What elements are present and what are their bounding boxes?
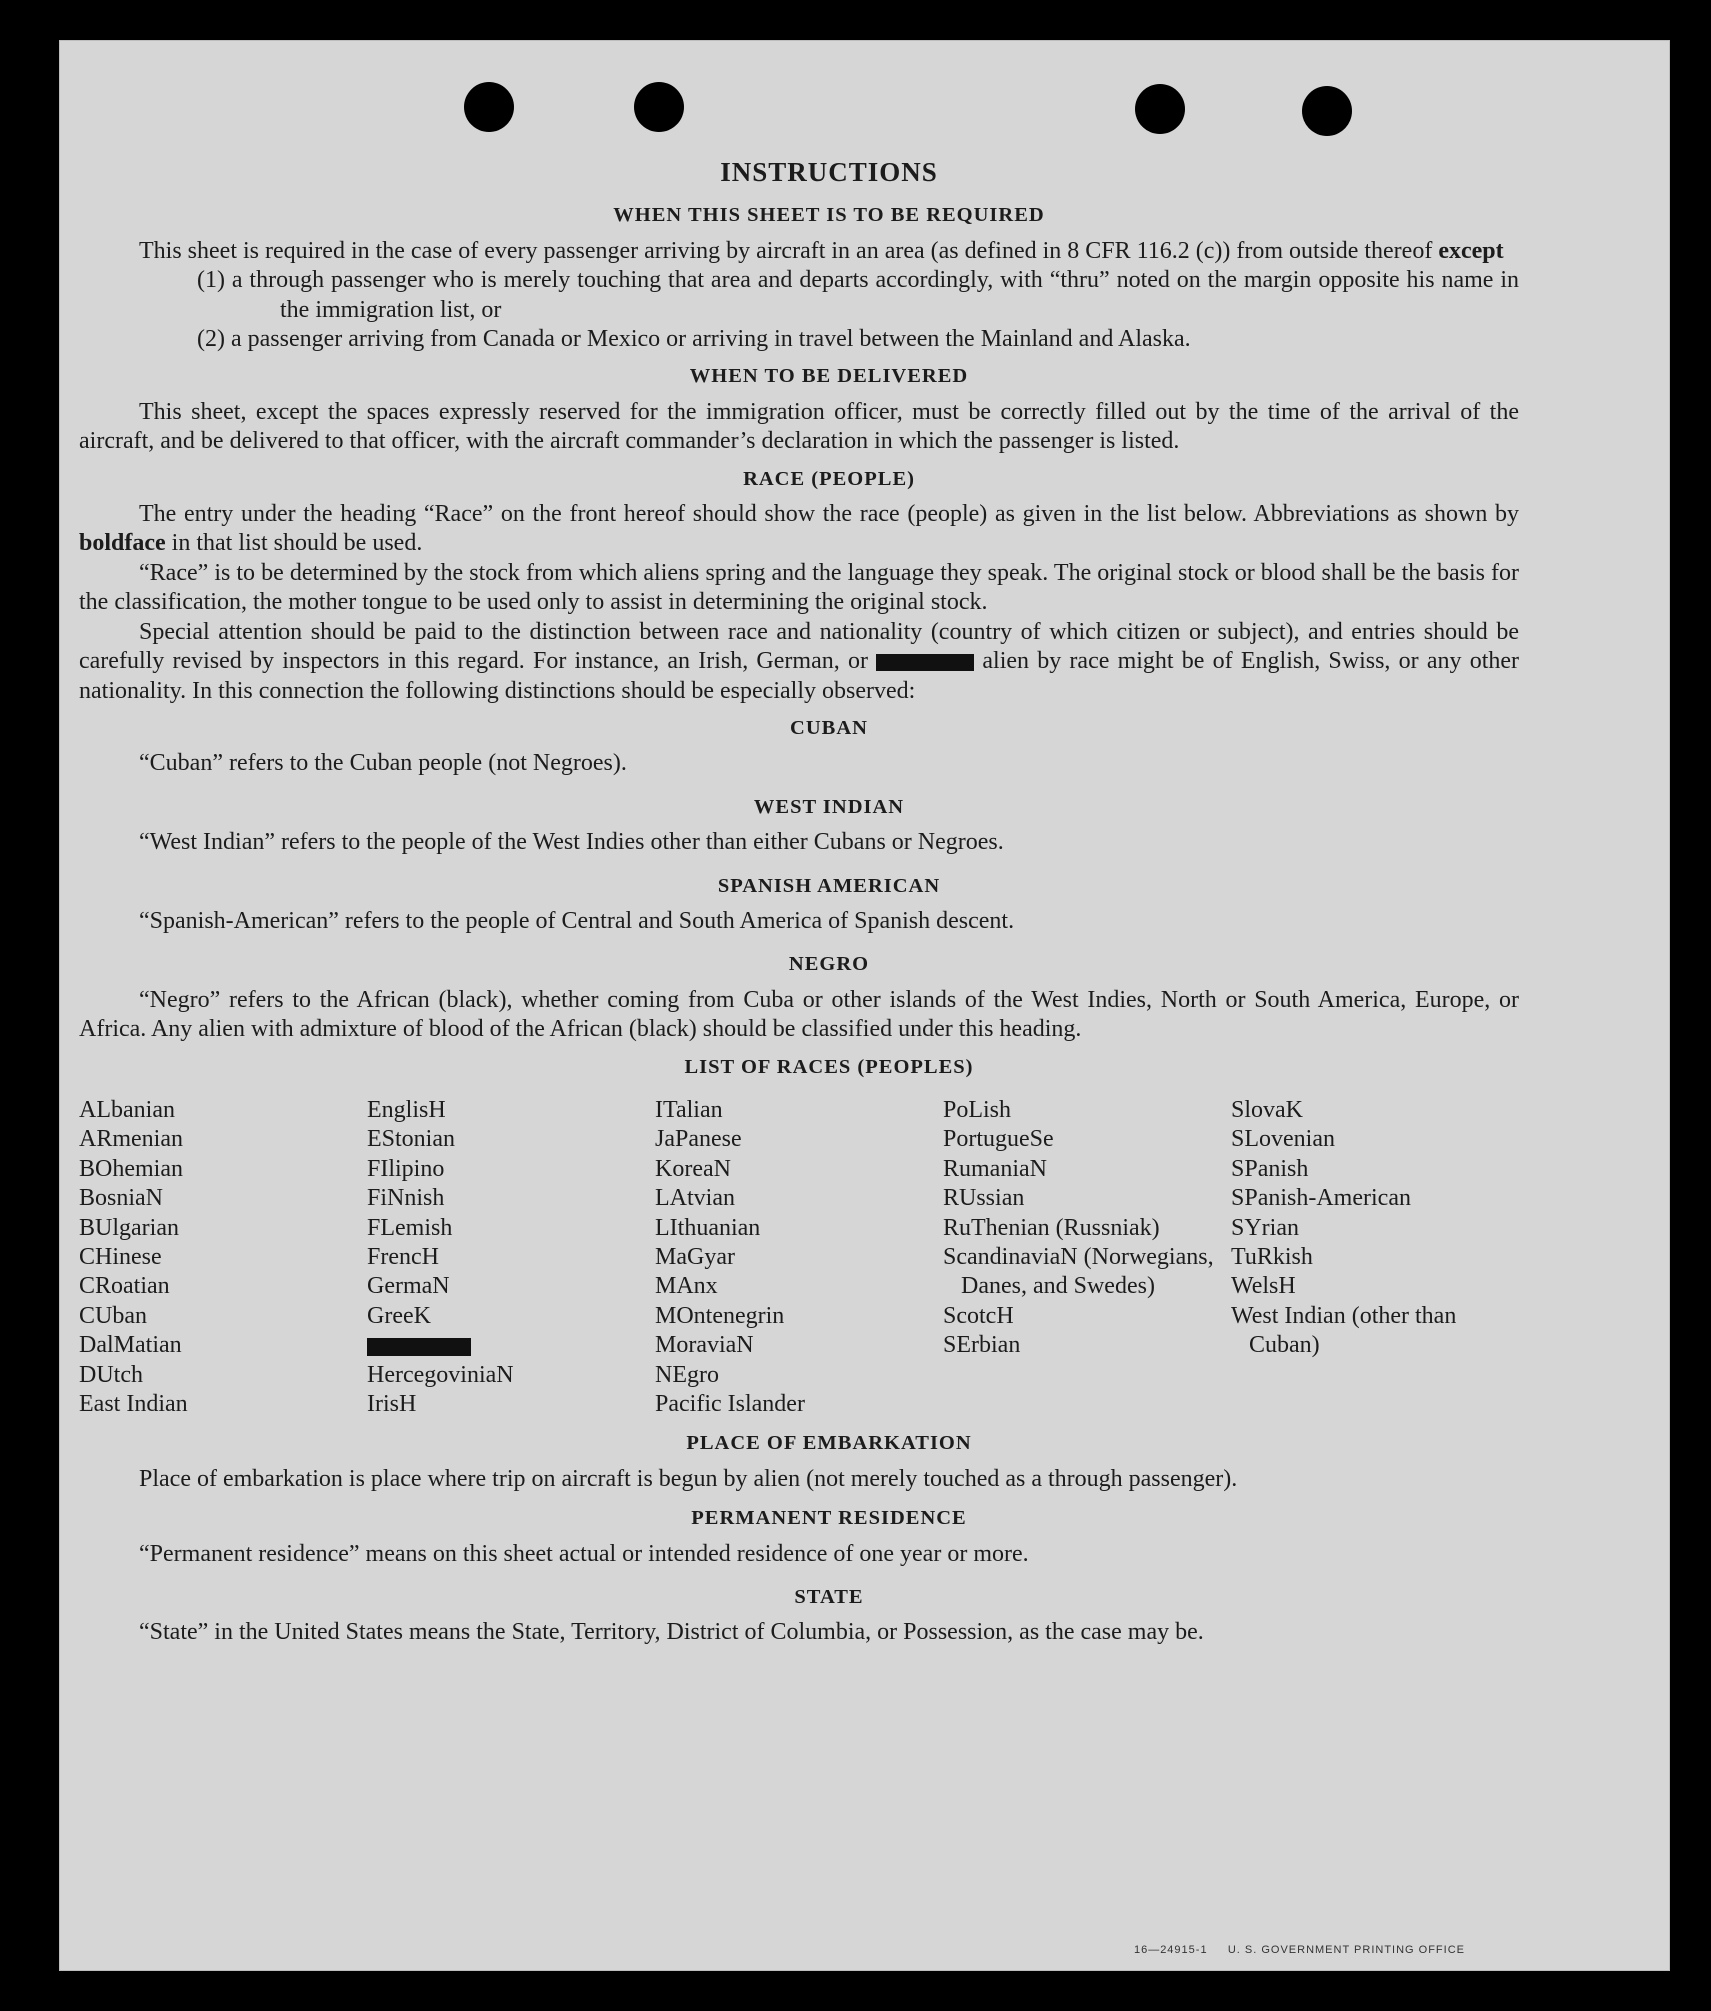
- race-item: LIthuanian: [655, 1214, 761, 1241]
- race-item: WelsH: [1231, 1273, 1296, 1300]
- race-item: KoreaN: [655, 1155, 731, 1182]
- race-item: CRoatian: [79, 1273, 170, 1300]
- section-heading-west-indian: WEST INDIAN: [753, 795, 905, 818]
- residence-text: “Permanent residence” means on this sheet actual or intended residence of one year or more.: [139, 1540, 1029, 1567]
- race-item: BosniaN: [79, 1185, 163, 1212]
- race-item: GermaN: [367, 1273, 450, 1300]
- race-item: SYrian: [1231, 1214, 1299, 1241]
- form-footer: [1134, 1944, 1465, 1956]
- race-item: MOntenegrin: [655, 1302, 785, 1329]
- printer-imprint: U. S. GOVERNMENT PRINTING OFFICE: [1227, 1944, 1465, 1956]
- required-item-2: (2) a passenger arriving from Canada or Mexico or arriving in travel between the Mainland and Alaska.: [197, 326, 1191, 353]
- race-item: EnglisH: [367, 1096, 446, 1123]
- race-item: SLovenian: [1231, 1126, 1335, 1153]
- race-paragraph-2: “Race” is to be determined by the stock from which aliens spring and the language they speak. The original stock or blood shall be the basis for the classification, the mother tongue to be used only to assist in determining the original stock.: [79, 559, 1519, 616]
- embarkation-text: Place of embarkation is place where trip on aircraft is begun by alien (not merely touched as a through passenger).: [139, 1465, 1238, 1492]
- race-item: ALbanian: [79, 1096, 175, 1123]
- races-column: [943, 1096, 1231, 1419]
- race-item: MoraviaN: [655, 1332, 754, 1359]
- race-item: SErbian: [943, 1332, 1021, 1359]
- race-item: ScandinaviaN (Norwegians, Danes, and Swedes): [943, 1244, 1220, 1300]
- race-item: RuThenian (Russniak): [943, 1214, 1160, 1241]
- race-item: RUssian: [943, 1185, 1025, 1212]
- race-item: FLemish: [367, 1214, 453, 1241]
- race-item: CUban: [79, 1302, 147, 1329]
- section-heading-negro: NEGRO: [788, 953, 870, 976]
- section-heading-list-of-races: LIST OF RACES (PEOPLES): [684, 1055, 974, 1078]
- race-item: PoLish: [943, 1096, 1012, 1123]
- race-item: FrencH: [367, 1244, 439, 1270]
- race-item: ITalian: [655, 1096, 723, 1123]
- race-item: SPanish: [1231, 1155, 1309, 1182]
- races-list: [79, 1096, 1519, 1419]
- race-item: SPanish-American: [1231, 1185, 1411, 1212]
- page-title: INSTRUCTIONS: [720, 157, 938, 187]
- required-intro: This sheet is required in the case of every passenger arriving by aircraft in an area (as defined in 8 CFR 116.2 (c)) from outside thereof except: [139, 237, 1504, 264]
- race-item: MaGyar: [655, 1244, 735, 1270]
- spanish-american-text: “Spanish-American” refers to the people of Central and South America of Spanish descent.: [139, 907, 1015, 934]
- race-item: BUlgarian: [79, 1214, 179, 1241]
- race-paragraph-1: The entry under the heading “Race” on the front hereof should show the race (people) as given in the list below. Abbreviations as shown by boldface in that list should be used.: [79, 501, 1519, 557]
- races-column: [655, 1096, 943, 1419]
- race-item: EStonian: [367, 1126, 455, 1153]
- race-item: NEgro: [655, 1361, 719, 1388]
- section-heading-spanish-american: SPANISH AMERICAN: [717, 874, 941, 897]
- race-item: Pacific Islander: [655, 1391, 805, 1418]
- race-item: FIlipino: [367, 1155, 445, 1182]
- race-item: LAtvian: [655, 1185, 735, 1212]
- west-indian-text: “West Indian” refers to the people of the West Indies other than either Cubans or Negroes.: [139, 829, 1004, 856]
- race-item: RumaniaN: [943, 1155, 1047, 1182]
- redaction-mark: [876, 654, 974, 671]
- race-item: ARmenian: [79, 1126, 183, 1153]
- section-heading-delivered: WHEN TO BE DELIVERED: [689, 365, 969, 388]
- race-item: MAnx: [655, 1273, 718, 1300]
- punch-hole: [1302, 86, 1352, 136]
- races-column: [367, 1096, 655, 1419]
- race-item: DUtch: [79, 1361, 143, 1388]
- punch-hole: [634, 82, 684, 132]
- state-text: “State” in the United States means the State, Territory, District of Columbia, or Possession, as the case may be.: [139, 1619, 1204, 1646]
- race-item: TuRkish: [1231, 1244, 1313, 1270]
- race-item: BOhemian: [79, 1155, 183, 1182]
- cuban-text: “Cuban” refers to the Cuban people (not Negroes).: [139, 750, 627, 777]
- section-heading-cuban: CUBAN: [790, 716, 868, 739]
- race-item: HercegoviniaN: [367, 1361, 514, 1388]
- section-heading-race: RACE (PEOPLE): [743, 467, 915, 490]
- race-item: ScotcH: [943, 1302, 1014, 1329]
- race-item: IrisH: [367, 1391, 417, 1418]
- race-item: JaPanese: [655, 1126, 742, 1153]
- section-heading-state: STATE: [794, 1586, 864, 1609]
- race-item: SlovaK: [1231, 1096, 1303, 1123]
- race-item: East Indian: [79, 1391, 188, 1418]
- race-item: CHinese: [79, 1244, 162, 1270]
- section-heading-required: WHEN THIS SHEET IS TO BE REQUIRED: [613, 204, 1045, 227]
- section-heading-embarkation: PLACE OF EMBARKATION: [686, 1432, 972, 1455]
- document-sheet: [59, 40, 1670, 1971]
- race-item-redacted: [367, 1331, 655, 1360]
- required-item-1: (1) a through passenger who is merely touching that area and departs accordingly, with “thru” noted on the margin opposite his name in the immigration list, or: [197, 267, 1519, 323]
- form-code: 16—24915-1: [1133, 1944, 1208, 1956]
- delivered-text: This sheet, except the spaces expressly reserved for the immigration officer, must be correctly filled out by the time of the arrival of the aircraft, and be delivered to that officer, with the aircraft commander’s declaration in which the passenger is listed.: [79, 398, 1519, 455]
- instructions-body: [79, 152, 1519, 1648]
- redaction-mark: [367, 1338, 471, 1356]
- race-paragraph-3: Special attention should be paid to the distinction between race and nationality (country of which citizen or subject), and entries should be carefully revised by inspectors in this regard. For instance, an Irish, German, or alien by race might be of English, Swiss, or any other nationality. In this connection the following distinctions should be especially observed:: [79, 618, 1520, 704]
- races-column: [79, 1096, 367, 1419]
- race-item: DalMatian: [79, 1332, 182, 1359]
- punch-hole: [1135, 84, 1185, 134]
- race-item: GreeK: [367, 1302, 431, 1329]
- race-item: FiNnish: [367, 1185, 445, 1212]
- section-heading-residence: PERMANENT RESIDENCE: [691, 1507, 967, 1530]
- punch-hole: [464, 82, 514, 132]
- negro-text: “Negro” refers to the African (black), whether coming from Cuba or other islands of the West Indies, North or South America, Europe, or Africa. Any alien with admixture of blood of the African (black) should be classified under this heading.: [79, 986, 1519, 1043]
- race-item: West Indian (other than Cuban): [1231, 1302, 1463, 1359]
- races-column: [1231, 1096, 1519, 1419]
- race-item: PortugueSe: [943, 1126, 1054, 1153]
